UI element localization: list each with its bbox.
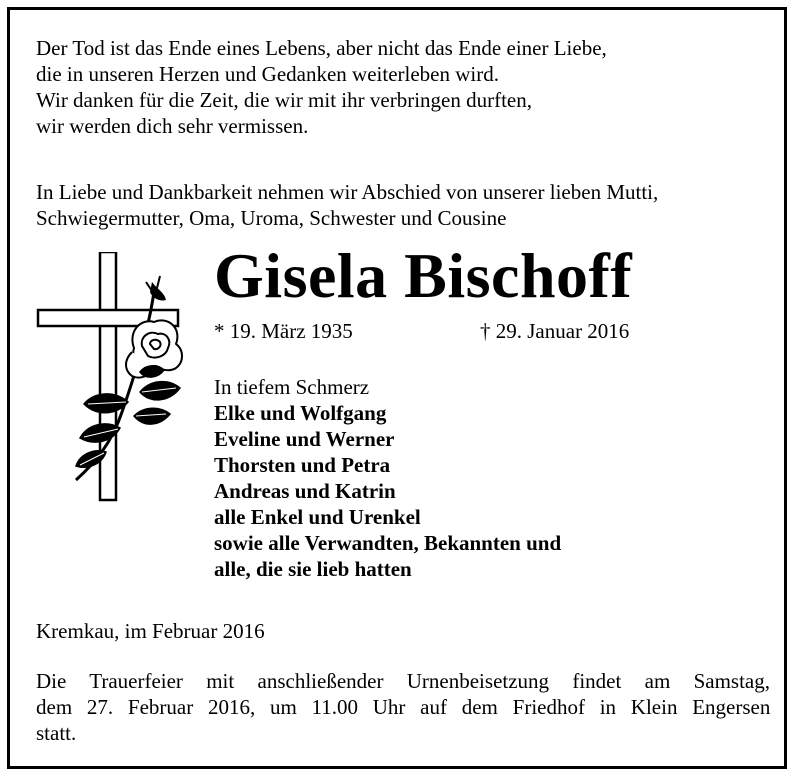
farewell-line: Schwiegermutter, Oma, Uroma, Schwester und Cousine bbox=[36, 206, 507, 230]
place-date-line: Kremkau, im Februar 2016 bbox=[36, 619, 265, 643]
obituary-notice bbox=[7, 7, 787, 769]
mourner-name: Andreas und Katrin bbox=[214, 479, 396, 503]
intro-line: wir werden dich sehr vermissen. bbox=[36, 114, 309, 138]
intro-line: Der Tod ist das Ende eines Lebens, aber nicht das Ende einer Liebe, bbox=[36, 36, 607, 60]
service-line: Die Trauerfeier mit anschließender Urnenbeisetzung findet am Samstag, bbox=[36, 669, 770, 693]
service-line: dem 27. Februar 2016, um 11.00 Uhr auf dem Friedhof in Klein Engersen bbox=[36, 695, 771, 719]
farewell-line: In Liebe und Dankbarkeit nehmen wir Abschied von unserer lieben Mutti, bbox=[36, 180, 659, 204]
mourners-list bbox=[214, 374, 561, 582]
mourner-name: sowie alle Verwandten, Bekannten und bbox=[214, 531, 562, 555]
mourner-name: alle, die sie lieb hatten bbox=[214, 557, 412, 581]
intro-verse bbox=[36, 35, 607, 139]
mourners-heading: In tiefem Schmerz bbox=[214, 375, 370, 399]
intro-line: die in unseren Herzen und Gedanken weiterleben wird. bbox=[36, 62, 499, 86]
service-line: statt. bbox=[36, 721, 77, 745]
farewell-text bbox=[36, 179, 658, 231]
death-date: † 29. Januar 2016 bbox=[480, 319, 630, 343]
funeral-service-info bbox=[36, 668, 770, 746]
intro-line: Wir danken für die Zeit, die wir mit ihr verbringen durften, bbox=[36, 88, 532, 112]
mourner-name: alle Enkel und Urenkel bbox=[214, 505, 421, 529]
mourner-name: Thorsten und Petra bbox=[214, 453, 391, 477]
mourner-name: Elke und Wolfgang bbox=[214, 401, 387, 425]
mourner-name: Eveline und Werner bbox=[214, 427, 395, 451]
deceased-name: Gisela Bischoff bbox=[214, 240, 633, 311]
cross-with-rose-icon bbox=[36, 252, 196, 502]
place-and-date bbox=[36, 618, 265, 644]
birth-date: * 19. März 1935 bbox=[214, 319, 353, 343]
